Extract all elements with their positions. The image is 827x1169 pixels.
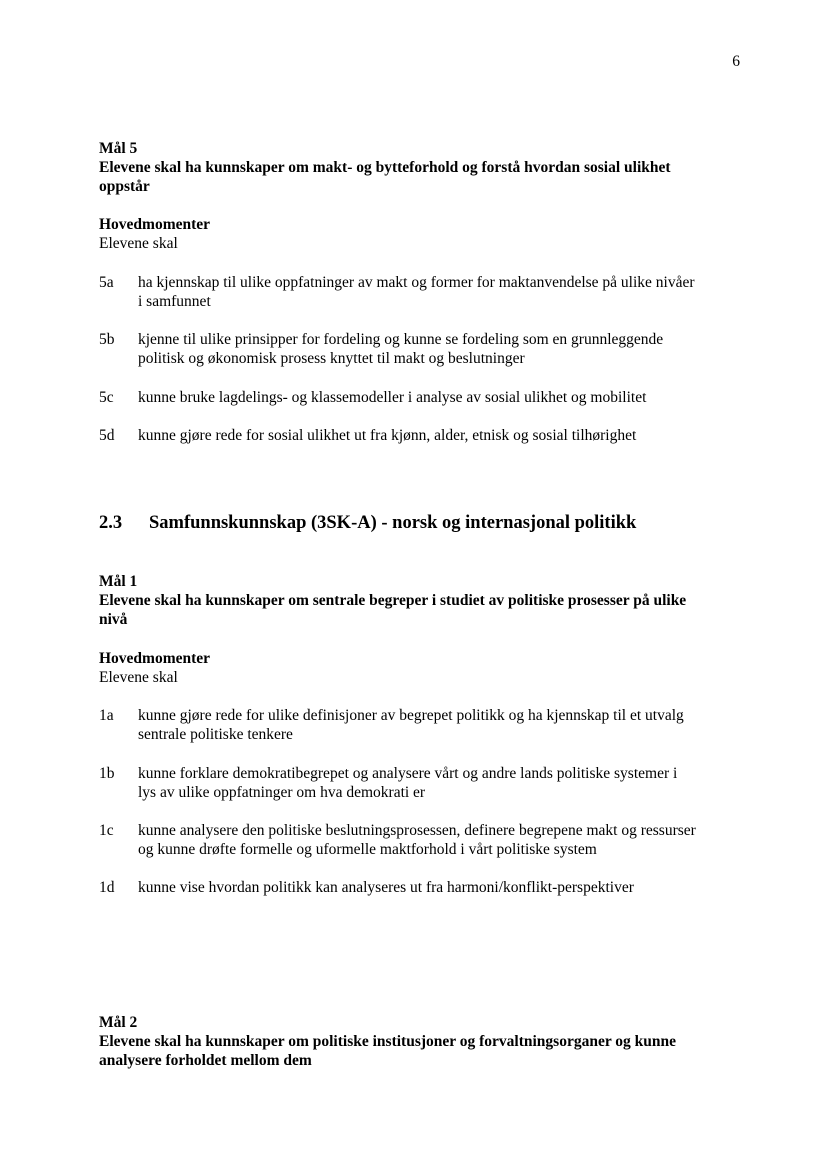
section-heading — [99, 512, 636, 534]
goal1-main-points-heading: Hovedmomenter — [99, 650, 211, 667]
goal5-title-line2: oppstår — [99, 178, 150, 195]
list-item — [99, 426, 749, 445]
goal5-title — [99, 158, 749, 196]
item-code: 5a — [99, 274, 114, 291]
goal1-intro: Elevene skal — [99, 669, 178, 686]
item-text — [138, 330, 749, 368]
item-code: 1d — [99, 879, 115, 896]
item-text-line2: sentrale politiske tenkere — [138, 726, 293, 743]
list-item — [99, 878, 749, 897]
list-item — [99, 273, 749, 311]
goal1-title-line2: nivå — [99, 611, 128, 628]
section-number: 2.3 — [99, 513, 123, 533]
goal5-title-line1: Elevene skal ha kunnskaper om makt- og bytteforhold og forstå hvordan sosial ulikhet — [99, 159, 671, 176]
item-text-line1: ha kjennskap til ulike oppfatninger av makt og former for maktanvendelse på ulike nivåer — [138, 274, 695, 291]
item-text-line1: kunne bruke lagdelings- og klassemodeller i analyse av sosial ulikhet og mobilitet — [138, 389, 647, 406]
item-text — [138, 878, 749, 897]
goal2-title-line2: analysere forholdet mellom dem — [99, 1052, 312, 1069]
item-text — [138, 426, 749, 445]
item-text-line2: lys av ulike oppfatninger om hva demokrati er — [138, 784, 426, 801]
item-text-line2: i samfunnet — [138, 293, 211, 310]
item-text-line2: og kunne drøfte formelle og uformelle maktforhold i vårt politiske system — [138, 841, 597, 858]
section-title: Samfunnskunnskap (3SK-A) - norsk og internasjonal politikk — [149, 513, 637, 533]
item-text-line1: kunne analysere den politiske beslutningsprosessen, definere begrepene makt og ressurser — [138, 822, 696, 839]
list-item — [99, 821, 749, 859]
goal5-intro: Elevene skal — [99, 235, 178, 252]
goal2-title-line1: Elevene skal ha kunnskaper om politiske institusjoner og forvaltningsorganer og kunne — [99, 1033, 677, 1050]
item-text — [138, 764, 749, 802]
item-text — [138, 388, 749, 407]
item-code: 5c — [99, 389, 114, 406]
item-text-line1: kunne gjøre rede for ulike definisjoner av begrepet politikk og ha kjennskap til et utvalg — [138, 707, 684, 724]
goal5-label: Mål 5 — [99, 140, 138, 157]
goal1-label: Mål 1 — [99, 573, 138, 590]
item-text-line1: kunne vise hvordan politikk kan analyseres ut fra harmoni/konflikt-perspektiver — [138, 879, 634, 896]
item-text-line1: kunne forklare demokratibegrepet og analysere vårt og andre lands politiske systemer i — [138, 765, 678, 782]
goal1-title — [99, 591, 749, 629]
list-item — [99, 706, 749, 744]
item-text — [138, 821, 749, 859]
item-text-line1: kunne gjøre rede for sosial ulikhet ut fra kjønn, alder, etnisk og sosial tilhørighet — [138, 427, 637, 444]
goal5-main-points-heading: Hovedmomenter — [99, 216, 211, 233]
item-text-line2: politisk og økonomisk prosess knyttet til makt og beslutninger — [138, 350, 525, 367]
item-code: 5b — [99, 331, 115, 348]
item-code: 1a — [99, 707, 114, 724]
goal2-title — [99, 1032, 749, 1070]
goal1-title-line1: Elevene skal ha kunnskaper om sentrale begreper i studiet av politiske prosesser på ulike — [99, 592, 687, 609]
item-text — [138, 706, 749, 744]
item-code: 1b — [99, 765, 115, 782]
page-number: 6 — [732, 53, 740, 70]
item-code: 1c — [99, 822, 114, 839]
list-item — [99, 764, 749, 802]
item-text-line1: kjenne til ulike prinsipper for fordeling og kunne se fordeling som en grunnleggende — [138, 331, 664, 348]
item-text — [138, 273, 749, 311]
item-code: 5d — [99, 427, 115, 444]
list-item — [99, 330, 749, 368]
goal2-label: Mål 2 — [99, 1014, 138, 1031]
list-item — [99, 388, 749, 407]
